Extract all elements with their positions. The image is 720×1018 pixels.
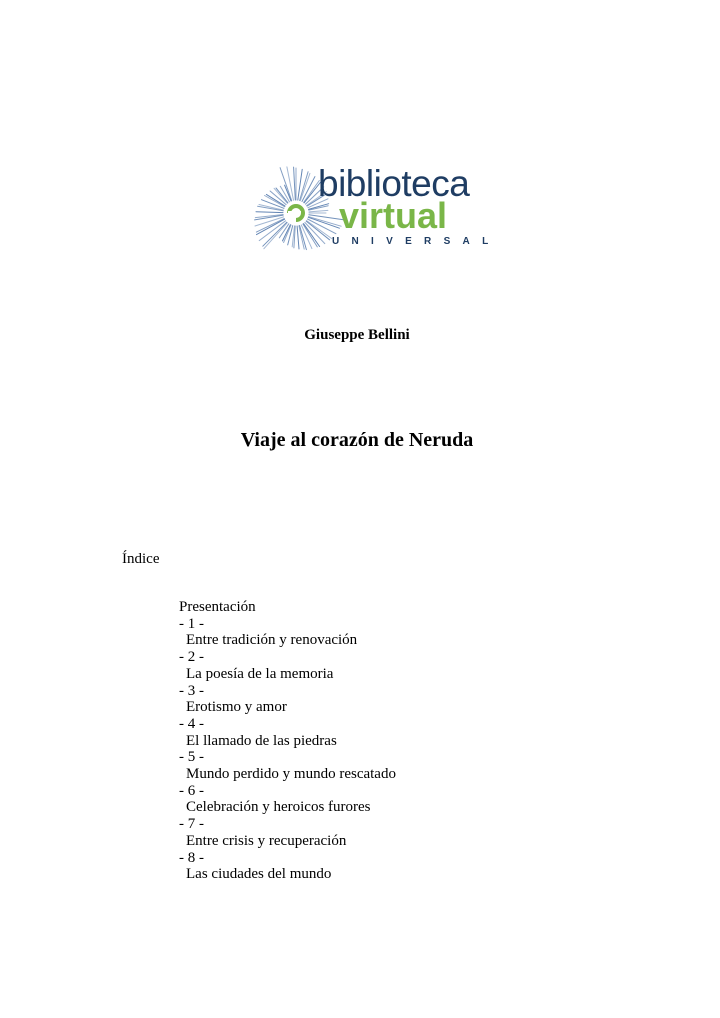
logo-text-universal: UNIVERSAL [332, 236, 501, 247]
toc-chapter-link[interactable]: El llamado de las piedras [186, 732, 337, 749]
table-of-contents [179, 599, 396, 883]
toc-chapter-number: - 1 - [179, 615, 204, 632]
toc-chapter-number: - 3 - [179, 682, 204, 699]
toc-chapter-link[interactable]: Celebración y heroicos furores [186, 799, 371, 816]
biblioteca-virtual-logo [246, 163, 501, 262]
toc-chapter-number: - 5 - [179, 749, 204, 766]
toc-chapter-link[interactable]: Las ciudades del mundo [186, 866, 332, 883]
toc-chapter-link[interactable]: Entre crisis y recuperación [186, 832, 347, 849]
toc-chapter-link[interactable]: Erotismo y amor [186, 699, 287, 716]
toc-entry-presentacion[interactable]: Presentación [179, 599, 256, 615]
book-title: Viaje al corazón de Neruda [240, 429, 474, 451]
author-name: Giuseppe Bellini [304, 327, 410, 343]
toc-chapter-link[interactable]: Mundo perdido y mundo rescatado [186, 766, 396, 783]
index-heading: Índice [122, 551, 160, 567]
toc-chapter-number: - 2 - [179, 649, 204, 666]
logo-text-virtual: virtual [339, 195, 448, 236]
toc-chapter-number: - 6 - [179, 782, 204, 799]
toc-chapter-link[interactable]: Entre tradición y renovación [186, 632, 358, 649]
toc-chapter-number: - 7 - [179, 816, 204, 833]
toc-chapter-link[interactable]: La poesía de la memoria [186, 665, 334, 682]
toc-chapter-number: - 4 - [179, 715, 204, 732]
logo-text-biblioteca: biblioteca [318, 163, 470, 204]
toc-chapter-number: - 8 - [179, 849, 204, 866]
